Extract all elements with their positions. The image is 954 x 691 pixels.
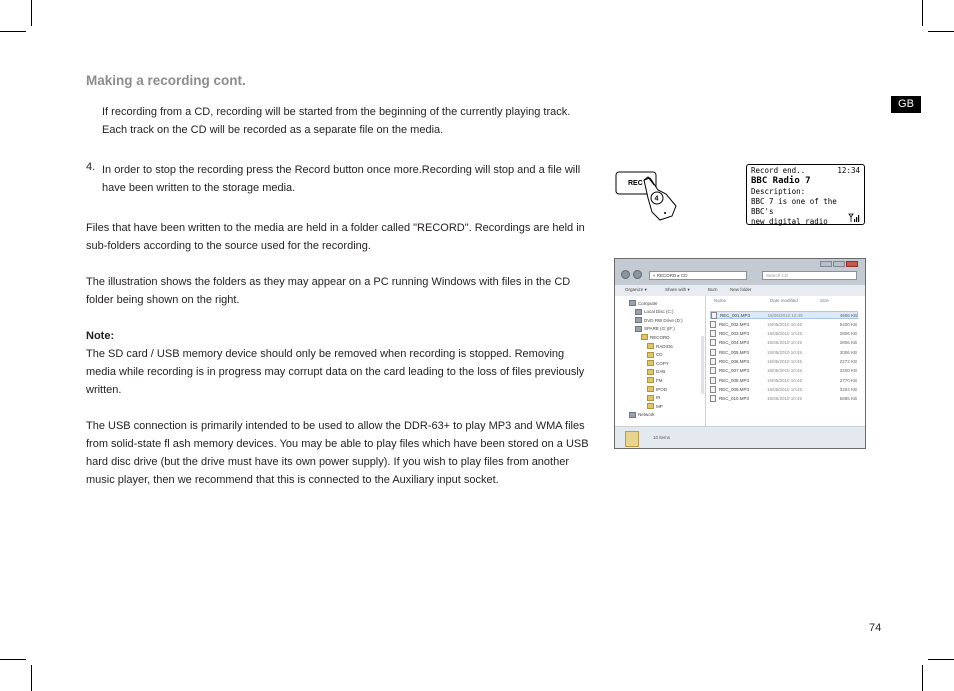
- folder-icon: [647, 360, 654, 366]
- rec-button-illustration: [614, 168, 684, 226]
- note-text: The SD card / USB memory device should only be removed when recording is stopped. Removing media while recording is in progress may corrupt data on the card leading to the loss of files previously written.: [86, 348, 585, 396]
- nav-item[interactable]: [647, 377, 663, 383]
- file-size: 2806 KB: [839, 331, 857, 337]
- file-date: 15/05/2010 10:45: [767, 331, 803, 337]
- audio-file-icon: [710, 386, 716, 393]
- file-size: 2272 KB: [839, 359, 857, 364]
- close-button[interactable]: [846, 261, 858, 267]
- search-input[interactable]: Search CD: [762, 271, 857, 280]
- paragraph-stop-recording: In order to stop the recording press the Record button once more.Recording will stop and a file will have been written to the storage media.: [102, 164, 581, 194]
- file-date: 15/05/2010 10:45: [767, 377, 803, 383]
- folder-icon: [647, 395, 654, 401]
- nav-item-label: IPOD: [656, 386, 668, 392]
- nav-item-label: RECORD: [650, 334, 670, 340]
- file-name: REC_009.MP3: [719, 386, 750, 392]
- column-name[interactable]: Name: [714, 298, 727, 303]
- folder-icon: [647, 352, 654, 358]
- nav-item-label: FM: [656, 377, 663, 383]
- file-date: 15/05/2010 10:45: [767, 340, 803, 346]
- file-size: 3204 KB: [839, 386, 857, 392]
- file-row[interactable]: [710, 395, 858, 403]
- nav-item[interactable]: [647, 403, 663, 409]
- file-row[interactable]: [710, 311, 858, 319]
- nav-item[interactable]: [629, 300, 658, 306]
- file-row[interactable]: [710, 367, 858, 375]
- file-size: 2806 KB: [839, 340, 857, 346]
- folder-icon: [647, 377, 654, 383]
- paragraph-usb: The USB connection is primarily intended to be used to allow the DDR-63+ to play MP3 and WMA files from solid-state fl ash memory devices. You may be able to play files which have been stored on a USB hard disc drive (but the drive must have its own power supply). If you wish to play files from another music player, then we recommend that this is connected to the Auxiliary input socket.: [86, 420, 589, 486]
- file-list: [706, 296, 865, 426]
- audio-file-icon: [711, 312, 717, 319]
- maximize-button[interactable]: [833, 261, 845, 267]
- file-name: REC_007.MP3: [719, 368, 750, 374]
- organize-button[interactable]: Organize ▾: [625, 287, 647, 292]
- file-size: 4606 KB: [839, 312, 857, 318]
- step-number: 4.: [86, 161, 96, 173]
- lcd-description-line-1: BBC 7 is one of the BBC's: [751, 197, 837, 216]
- file-name: REC_004.MP3: [719, 340, 750, 346]
- share-with-button[interactable]: Share with ▾: [665, 287, 690, 292]
- audio-file-icon: [710, 367, 716, 374]
- file-date: 15/05/2010 10:45: [767, 368, 803, 374]
- file-date: 15/05/2010 10:45: [767, 349, 803, 355]
- nav-item[interactable]: [647, 369, 665, 375]
- folder-icon: [641, 334, 648, 340]
- audio-file-icon: [710, 321, 716, 328]
- note-label: Note:: [86, 330, 115, 342]
- forward-button[interactable]: [633, 270, 642, 279]
- audio-file-icon: [710, 358, 716, 365]
- nav-item[interactable]: [641, 334, 670, 340]
- file-size: 5400 KB: [839, 321, 857, 327]
- nav-item-label: Network: [638, 412, 655, 418]
- lcd-status: Record end..: [751, 166, 806, 175]
- file-name: REC_003.MP3: [719, 331, 750, 337]
- crop-mark: [922, 0, 923, 26]
- file-size: 2770 KB: [839, 377, 857, 383]
- item-count: 10 items: [653, 435, 671, 440]
- nav-item[interactable]: [629, 412, 655, 418]
- navigation-pane: [615, 296, 706, 426]
- nav-item[interactable]: [647, 343, 673, 349]
- rec-label: REC: [628, 180, 643, 187]
- drive-icon: [629, 300, 636, 306]
- page-number: 74: [869, 622, 882, 634]
- file-row[interactable]: [710, 339, 858, 347]
- crop-mark: [0, 31, 26, 32]
- nav-item-label: COPY: [656, 360, 669, 366]
- file-name: REC_002.MP3: [719, 321, 750, 327]
- step-badge: 4: [654, 195, 659, 203]
- new-folder-button[interactable]: New folder: [730, 287, 752, 292]
- file-name: REC_005.MP3: [719, 349, 750, 355]
- paragraph-record-folder: Files that have been written to the media are held in a folder called "RECORD". Recordings are held in sub-folders according to the source used for the recording.: [86, 222, 585, 252]
- signal-strength-icon: [848, 213, 860, 222]
- lcd-description-line-2: new digital radio: [751, 217, 828, 226]
- minimize-button[interactable]: [820, 261, 832, 267]
- crop-mark: [922, 665, 923, 691]
- folder-icon: [647, 343, 654, 349]
- crop-mark: [928, 659, 954, 660]
- crop-mark: [0, 659, 26, 660]
- paragraph-illustration: The illustration shows the folders as they may appear on a PC running Windows with files in the CD folder being shown on the right.: [86, 276, 571, 306]
- file-name: REC_010.MP3: [719, 396, 750, 402]
- file-date: 15/05/2010 10:45: [767, 312, 803, 318]
- file-size: 3006 KB: [839, 349, 857, 355]
- nav-item-label: SPARE (G:)(F:): [644, 326, 675, 332]
- file-row[interactable]: [710, 385, 858, 393]
- lcd-description-label: Description:: [751, 187, 806, 196]
- file-row[interactable]: [710, 376, 858, 384]
- file-row[interactable]: [710, 330, 858, 338]
- file-date: 15/05/2010 10:45: [767, 321, 803, 327]
- crop-mark: [928, 31, 954, 32]
- nav-item[interactable]: [647, 352, 663, 358]
- section-title: Making a recording cont.: [86, 73, 246, 88]
- file-date: 15/05/2010 10:45: [767, 359, 803, 364]
- language-tab: GB: [891, 96, 921, 113]
- burn-button[interactable]: Burn: [708, 287, 718, 292]
- nav-item[interactable]: [647, 395, 661, 401]
- nav-item[interactable]: [635, 317, 683, 323]
- back-button[interactable]: [621, 270, 630, 279]
- file-row[interactable]: [710, 348, 858, 356]
- crop-mark: [31, 0, 32, 26]
- file-row[interactable]: [710, 358, 858, 366]
- status-bar: [615, 426, 865, 449]
- lcd-station: BBC Radio 7: [751, 176, 811, 186]
- file-size: 5886 KB: [839, 396, 857, 402]
- crop-mark: [31, 665, 32, 691]
- nav-item[interactable]: [647, 386, 667, 392]
- nav-item-label: Computer: [638, 300, 658, 306]
- nav-item-label: DVD RW Drive (D:): [644, 317, 683, 323]
- folder-icon: [647, 369, 654, 375]
- nav-item-label: DAB: [656, 369, 666, 375]
- audio-file-icon: [710, 377, 716, 384]
- lcd-display: [746, 164, 865, 225]
- drive-icon: [629, 412, 636, 418]
- title-bar: [615, 259, 865, 285]
- drive-icon: [635, 309, 642, 315]
- file-row[interactable]: [710, 320, 858, 328]
- audio-file-icon: [710, 330, 716, 337]
- drive-icon: [635, 326, 642, 332]
- folder-icon: [647, 386, 654, 392]
- audio-file-icon: [710, 395, 716, 402]
- nav-item[interactable]: [635, 309, 674, 315]
- file-name: REC_006.MP3: [719, 359, 750, 364]
- explorer-window: [614, 258, 866, 449]
- folder-icon: [625, 431, 639, 447]
- file-date: 15/05/2010 10:45: [767, 396, 803, 402]
- file-name: REC_001.MP3: [720, 312, 751, 318]
- nav-item-label: MP: [656, 403, 663, 409]
- file-date: 15/05/2010 10:45: [767, 386, 803, 392]
- note-block: [86, 327, 596, 399]
- nav-scrollbar[interactable]: [701, 336, 704, 394]
- file-name: REC_008.MP3: [719, 377, 750, 383]
- nav-item[interactable]: [647, 360, 669, 366]
- audio-file-icon: [710, 339, 716, 346]
- nav-item-label: Local Disc (C:): [644, 309, 674, 315]
- nav-item-label: CD: [656, 352, 663, 358]
- audio-file-icon: [710, 349, 716, 356]
- drive-icon: [635, 317, 642, 323]
- lcd-time: 12:34: [837, 166, 860, 175]
- file-size: 3200 KB: [839, 368, 857, 374]
- folder-icon: [647, 403, 654, 409]
- nav-item[interactable]: [635, 326, 675, 332]
- address-bar[interactable]: « RECORD ▸ CD: [649, 271, 747, 280]
- nav-item-label: RADIO6: [656, 343, 673, 349]
- nav-item-label: IR: [656, 395, 661, 401]
- column-date-modified[interactable]: Date modified: [770, 298, 798, 303]
- column-size[interactable]: Size: [820, 298, 829, 303]
- paragraph-cd-recording: If recording from a CD, recording will be started from the beginning of the currently playing track. Each track on the CD will be recorded as a separate file on the media.: [102, 106, 571, 136]
